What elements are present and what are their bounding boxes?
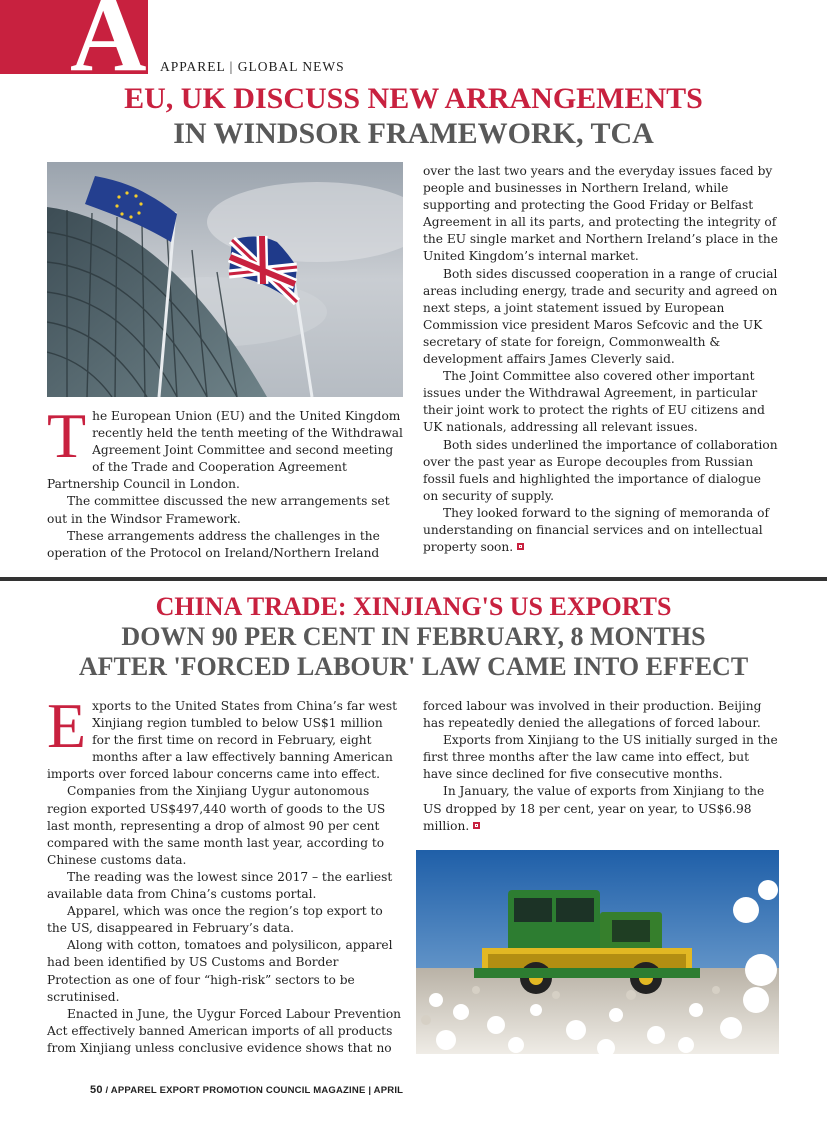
section-label: APPAREL | GLOBAL NEWS: [160, 59, 345, 74]
article2-paragraph: Exports from Xinjiang to the US initially surged in the first three months after the law came into effect, but have since declined for five consecutive months.: [423, 733, 778, 782]
article1-drop-cap: T: [47, 400, 87, 471]
magazine-logo-block: [0, 0, 148, 93]
article1-paragraph: Both sides discussed cooperation in a range of crucial areas including energy, trade and security and agreed on next steps, a joint statement issued by European Commission vice president Maros Sefcovic and the UK secretary of state for foreign, Commonwealth & development affairs James Cleverly said.: [423, 266, 778, 367]
cotton-harvester-photo: [416, 850, 779, 1054]
article2-paragraph: In January, the value of exports from Xinjiang to the US dropped by 18 per cent, year on year, to US$6.98 million.: [423, 784, 765, 833]
footer-text: / APPAREL EXPORT PROMOTION COUNCIL MAGAZINE | APRIL: [105, 1085, 404, 1096]
article1-title-line1: EU, UK DISCUSS NEW ARRANGEMENTS: [124, 82, 703, 115]
article1-paragraph: Both sides underlined the importance of collaboration over the past year as Europe decouples from Russian fossil fuels and highlighted the importance of dialogue on security of supply.: [423, 437, 778, 503]
article2-title-line2: DOWN 90 PER CENT IN FEBRUARY, 8 MONTHS: [121, 622, 706, 651]
article1-column-right: [423, 163, 779, 556]
article1-paragraph: he European Union (EU) and the United Kingdom recently held the tenth meeting of the Withdrawal Agreement Joint Committee and second meeting of the Trade and Cooperation Agreement Partnership Council in London.: [47, 409, 403, 492]
article-divider: [0, 577, 827, 581]
article2-paragraph: xports to the United States from China’s far west Xinjiang region tumbled to below US$1 million for the first time on record in February, eight months after a law effectively banning American imports over forced labour concerns came into effect.: [47, 699, 398, 782]
article2-title-line1: CHINA TRADE: XINJIANG'S US EXPORTS: [155, 592, 672, 621]
page-footer: [90, 1084, 403, 1096]
article2-drop-cap: E: [47, 690, 87, 761]
article1-column-left: [47, 400, 403, 562]
article2-paragraph: forced labour was involved in their production. Beijing has repeatedly denied the allegations of forced labour.: [423, 699, 762, 731]
eu-uk-flags-photo: [47, 162, 403, 397]
page-number: 50: [90, 1084, 103, 1096]
article1-paragraph: These arrangements address the challenges in the operation of the Protocol on Ireland/Northern Ireland: [47, 528, 380, 560]
article2-paragraph: Companies from the Xinjiang Uygur autonomous region exported US$497,440 worth of goods to the US last month, representing a drop of almost 90 per cent compared with the same month last year, according to Chinese customs data.: [47, 784, 386, 867]
article1-paragraph: They looked forward to the signing of memoranda of understanding on financial services and on intellectual property soon.: [423, 505, 769, 555]
article1-title-line2: IN WINDSOR FRAMEWORK, TCA: [173, 117, 654, 150]
end-mark-icon: [473, 822, 480, 829]
article2-paragraph: Enacted in June, the Uygur Forced Labour Prevention Act effectively banned American imports of all products from Xinjiang unless conclusive evidence shows that no: [47, 1006, 402, 1055]
article2-paragraph: Along with cotton, tomatoes and polysilicon, apparel had been identified by US Customs and Border Protection as one of four “high-risk” sectors to be scrutinised.: [47, 938, 393, 1004]
article1-paragraph: over the last two years and the everyday issues faced by people and businesses in Northern Ireland, while supporting and protecting the Good Friday or Belfast Agreement in all its parts, and protecting the integrity of the EU single market and Northern Ireland’s place in the United Kingdom’s internal market.: [423, 164, 778, 264]
end-mark-icon: [517, 543, 524, 550]
article2-title-line3: AFTER 'FORCED LABOUR' LAW CAME INTO EFFECT: [78, 652, 749, 681]
article1-paragraph: The committee discussed the new arrangements set out in the Windsor Framework.: [47, 494, 390, 526]
article2-paragraph: The reading was the lowest since 2017 – the earliest available data from China’s customs portal.: [47, 869, 393, 902]
article1-paragraph: The Joint Committee also covered other important issues under the Withdrawal Agreement, in particular their joint work to protect the rights of EU citizens and UK nationals, addressing all relevant issues.: [423, 369, 765, 435]
article2-column-right: [423, 698, 779, 835]
magazine-logo-letter: A: [70, 0, 147, 93]
article2-column-left: [47, 690, 403, 1057]
article2-paragraph: Apparel, which was once the region’s top export to the US, disappeared in February’s data.: [47, 904, 383, 936]
